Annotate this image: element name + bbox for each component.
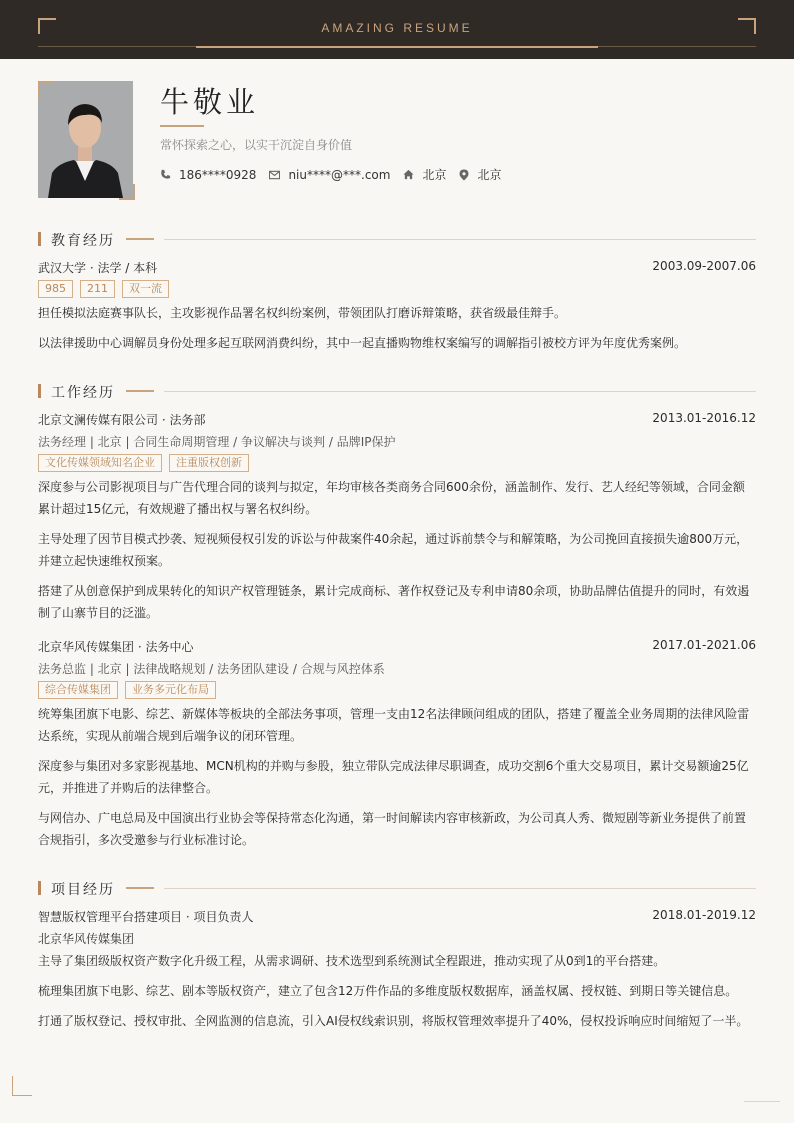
- company-name: 北京华风传媒集团 · 法务中心: [38, 640, 194, 654]
- job-tags: [38, 681, 223, 699]
- corner-ornament-bottom-right: [744, 1101, 780, 1102]
- job-subtitle: 法务总监 | 北京 | 法律战略规划 / 法务团队建设 / 合规与风控体系: [38, 662, 385, 676]
- phone-icon: [160, 169, 171, 180]
- tag: 综合传媒集团: [38, 681, 118, 699]
- candidate-name: 牛敬业: [160, 85, 260, 119]
- tag: 业务多元化布局: [125, 681, 216, 699]
- contact-email: [269, 168, 390, 182]
- corner-ornament-bottom-left: [12, 1076, 32, 1096]
- job-item: 搭建了从创意保护到成果转化的知识产权管理链条，累计完成商标、著作权登记及专利申请80余项，协助品牌估值提升的同时，有效遏制了山寨节目的泛滥。: [38, 584, 750, 620]
- section-dash: [126, 238, 154, 240]
- section-rule: [164, 239, 756, 240]
- project-item: 打通了版权登记、授权审批、全网监测的信息流，引入AI侵权线索识别，将版权管理效率提升了40%，侵权投诉响应时间缩短了一半。: [38, 1014, 749, 1028]
- job-subtitle: 法务经理 | 北京 | 合同生命周期管理 / 争议解决与谈判 / 品牌IP保护: [38, 435, 396, 449]
- education-item: 以法律援助中心调解员身份处理多起互联网消费纠纷，其中一起直播购物维权案编写的调解指引被校方评为年度优秀案例。: [38, 336, 687, 350]
- name-underline: [160, 125, 204, 127]
- job-period: 2017.01-2021.06: [652, 638, 756, 652]
- photo-frame-corner: [119, 184, 135, 200]
- job-item: 主导处理了因节目模式抄袭、短视频侵权引发的诉讼与仲裁案件40余起，通过诉前禁令与和解策略，为公司挽回直接损失逾800万元，并建立起快速维权预案。: [38, 532, 749, 568]
- tag: 双一流: [122, 280, 169, 298]
- contact-location: [459, 166, 501, 183]
- project-item: 梳理集团旗下电影、综艺、剧本等版权资产，建立了包含12万件作品的多维度版权数据库，涵盖权属、授权链、到期日等关键信息。: [38, 984, 738, 998]
- section-marker: [38, 881, 41, 895]
- section-header-project: [38, 880, 756, 896]
- project-name: 智慧版权管理平台搭建项目 · 项目负责人: [38, 910, 254, 924]
- section-marker: [38, 384, 41, 398]
- job-item: 与网信办、广电总局及中国演出行业协会等保持常态化沟通，第一时间解读内容审核新政，为公司真人秀、微短剧等新业务提供了前置合规指引，多次受邀参与行业标准讨论。: [38, 811, 747, 847]
- job-header: [38, 411, 756, 428]
- phone-text: 186****0928: [179, 167, 257, 182]
- job-tags: [38, 454, 256, 472]
- job-item: 统筹集团旗下电影、综艺、新媒体等板块的全部法务事项，管理一支由12名法律顾问组成的团队，搭建了覆盖全业务周期的法律风险雷达系统，实现从前端合规到后端争议的闭环管理。: [38, 707, 750, 743]
- profile-photo: [38, 81, 133, 198]
- section-marker: [38, 232, 41, 246]
- location-pin-icon: [459, 169, 469, 181]
- section-dash: [126, 887, 154, 889]
- home-icon: [403, 169, 414, 180]
- section-header-education: [38, 231, 756, 247]
- location-text: 北京: [477, 168, 502, 182]
- project-period: 2018.01-2019.12: [652, 908, 756, 922]
- section-header-work: [38, 383, 756, 399]
- education-tags: [38, 280, 176, 298]
- project-item: 主导了集团级版权资产数字化升级工程，从需求调研、技术选型到系统测试全程跟进，推动实现了从0到1的平台搭建。: [38, 954, 666, 968]
- tag: 注重版权创新: [169, 454, 249, 472]
- company-name: 北京文澜传媒有限公司 · 法务部: [38, 413, 206, 427]
- project-header: [38, 908, 756, 925]
- job-period: 2013.01-2016.12: [652, 411, 756, 425]
- home-location-text: 北京: [422, 168, 447, 182]
- tag: 985: [38, 280, 73, 298]
- education-item: 担任模拟法庭赛事队长，主攻影视作品署名权纠纷案例，带领团队打磨诉辩策略，获省级最佳辩手。: [38, 306, 567, 320]
- section-dash: [126, 390, 154, 392]
- job-item: 深度参与公司影视项目与广告代理合同的谈判与拟定，年均审核各类商务合同600余份，涵盖制作、发行、艺人经纪等领域，合同金额累计超过15亿元，有效规避了播出权与署名权纠纷。: [38, 480, 745, 516]
- tag: 211: [80, 280, 115, 298]
- person-portrait-icon: [38, 81, 133, 198]
- job-header: [38, 638, 756, 655]
- contact-home: [403, 166, 446, 183]
- section-title: 教育经历: [51, 233, 115, 249]
- mail-icon: [269, 170, 280, 180]
- project-org: 北京华风传媒集团: [38, 932, 135, 946]
- contact-phone: [160, 168, 256, 182]
- section-title: 工作经历: [51, 385, 115, 401]
- header-accent-line: [196, 46, 598, 48]
- contact-row: [160, 166, 514, 183]
- section-rule: [164, 888, 756, 889]
- school-name: 武汉大学 · 法学 / 本科: [38, 261, 158, 275]
- header-title: AMAZING RESUME: [321, 21, 473, 35]
- photo-frame-corner: [38, 81, 54, 97]
- email-text: niu****@***.com: [288, 167, 391, 182]
- education-entry-header: [38, 259, 756, 276]
- education-period: 2003.09-2007.06: [652, 259, 756, 273]
- section-title: 项目经历: [51, 882, 115, 898]
- job-item: 深度参与集团对多家影视基地、MCN机构的并购与参股，独立带队完成法律尽职调查，成功交割6个重大交易项目，累计交易额逾25亿元，并推进了并购后的法律整合。: [38, 759, 749, 795]
- tag: 文化传媒领域知名企业: [38, 454, 162, 472]
- section-rule: [164, 391, 756, 392]
- header-bar: [0, 0, 794, 59]
- motto: 常怀探索之心，以实干沉淀自身价值: [160, 138, 353, 152]
